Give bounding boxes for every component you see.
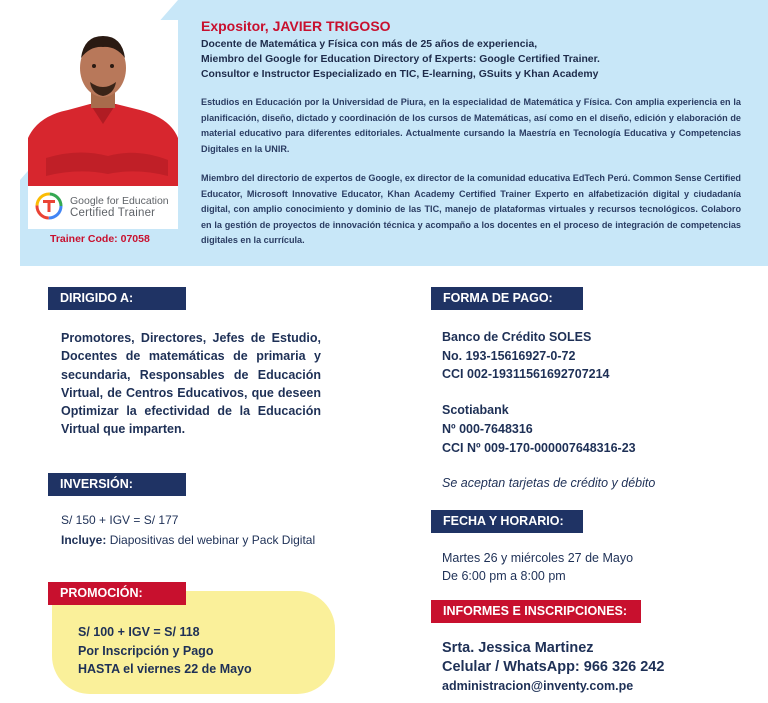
- pago-header: FORMA DE PAGO:: [431, 287, 583, 310]
- fecha-line: Martes 26 y miércoles 27 de Mayo: [442, 551, 634, 565]
- includes-label: Incluye:: [61, 533, 107, 547]
- expositor-summary: [201, 37, 761, 82]
- fecha-header: FECHA Y HORARIO:: [431, 510, 583, 533]
- bio-paragraph-2: Miembro del directorio de expertos de Google, ex director de la comunidad educativa EdTech Perú. Common Sense Certified Educator, Microsoft Innovative Educator, Khan Academy Certified Trainer Experto en alfabetización digital y ciudadanía digital, con amplio conocimiento y dominio de las TIC, manejo de plataformas virtuales y recursos tecnológicos. Colaboro en la gestión de proyectos de innovación técnica y acompaño a los docentes en el proceso de integración de competencias digitales en la currícula.: [201, 173, 741, 246]
- promocion-header: PROMOCIÓN:: [48, 582, 186, 605]
- expositor-title: Expositor, JAVIER TRIGOSO: [201, 18, 391, 34]
- google-certified-trainer-badge: [28, 186, 178, 229]
- expositor-line: Miembro del Google for Education Directory of Experts: Google Certified Trainer.: [201, 54, 600, 65]
- fecha-line: De 6:00 pm a 8:00 pm: [442, 569, 566, 583]
- inversion-includes: [61, 531, 321, 549]
- bcp-line: Banco de Crédito SOLES: [442, 330, 592, 344]
- bcp-line: No. 193-15616927-0-72: [442, 348, 576, 363]
- bio-paragraph-1: Estudios en Educación por la Universidad de Piura, en la especialidad de Matemática y Física. Con amplia experiencia en la planificación, diseño, dictado y coordinación de los cursos de Matemáticas, así como en el diseño, edición y elaboración de material educativo para diferentes editoriales. Actualmente cursando la Maestría en Tecnología Educativa y Competencias Digitales en la UNIR.: [201, 97, 741, 154]
- scotiabank-line: Scotiabank: [442, 403, 509, 417]
- contact-phone: Celular / WhatsApp: 966 326 242: [442, 659, 665, 675]
- includes-text: Diapositivas del webinar y Pack Digital: [106, 533, 316, 547]
- badge-line-1: Google for Education: [70, 194, 169, 207]
- scotiabank-line: CCI Nº 009-170-000007648316-23: [442, 441, 636, 455]
- google-for-education-logo-icon: [34, 191, 64, 225]
- dirigido-header: DIRIGIDO A:: [48, 287, 186, 310]
- inversion-header: INVERSIÓN:: [48, 473, 186, 496]
- promocion-details: [78, 623, 252, 679]
- contact-name: Srta. Jessica Martinez: [442, 640, 594, 656]
- badge-line-2: Certified Trainer: [70, 206, 156, 219]
- promocion-line: S/ 100 + IGV = S/ 118: [78, 625, 200, 639]
- promocion-line: HASTA el viernes 22 de Mayo: [78, 662, 252, 676]
- informes-header: INFORMES E INSCRIPCIONES:: [431, 600, 641, 623]
- dirigido-text: Promotores, Directores, Jefes de Estudio, Docentes de matemáticas de primaria y secundaria, Responsables de Educación Virtual, de Centros Educativos, que deseen Optimizar la efectividad de la Educación Virtual que imparten.: [61, 331, 321, 437]
- expositor-line: Consultor e Instructor Especializado en TIC, E-learning, GSuits y Khan Academy: [201, 69, 599, 80]
- expositor-line: Docente de Matemática y Física con más de 25 años de experiencia,: [201, 39, 538, 50]
- promocion-line: Por Inscripción y Pago: [78, 643, 214, 658]
- speaker-photo: [28, 20, 178, 186]
- scotiabank-line: Nº 000-7648316: [442, 422, 533, 436]
- trainer-code: Trainer Code: 07058: [50, 233, 150, 245]
- bcp-line: CCI 002-19311561692707214: [442, 367, 610, 381]
- fecha-details: [442, 549, 633, 585]
- payment-note: Se aceptan tarjetas de crédito y débito: [442, 476, 656, 490]
- inversion-price: S/ 150 + IGV = S/ 177: [61, 513, 179, 527]
- contact-email[interactable]: administracion@inventy.com.pe: [442, 679, 634, 693]
